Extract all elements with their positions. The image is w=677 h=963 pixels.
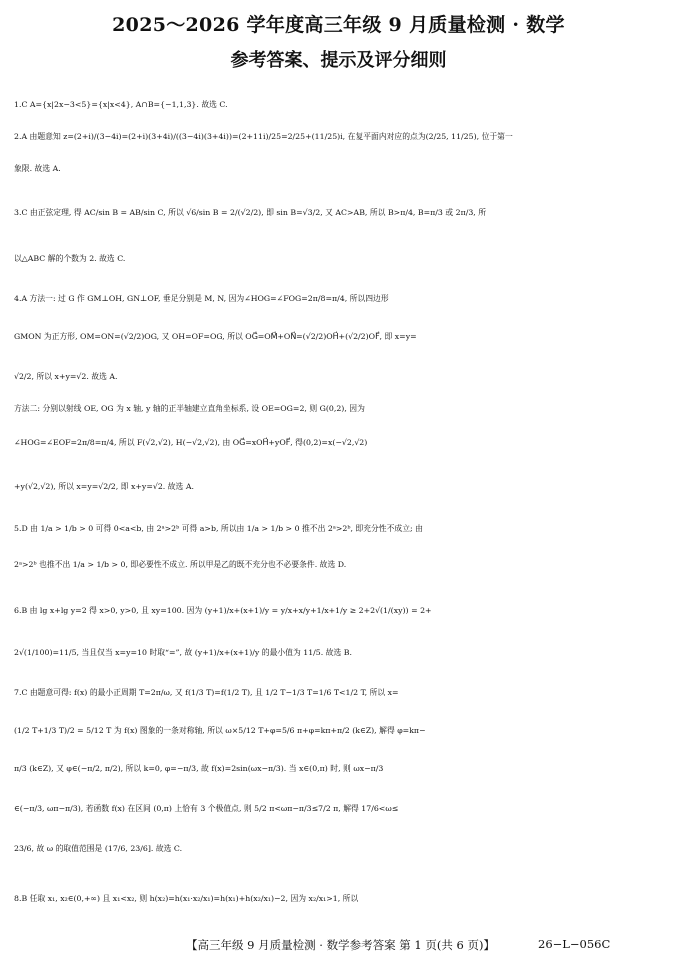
answer-line: 8.B 任取 x₁, x₂∈(0,+∞) 且 x₁<x₂, 则 h(x₂)=h(x₁·x₂/x₁)=h(x₁)+h(x₂/x₁)−2, 因为 x₂/x₁>1, 所以 [14,894,359,903]
answer-line: 23/6, 故 ω 的取值范围是 (17/6, 23/6]. 故选 C. [14,844,183,853]
answer-line: 2ᵃ>2ᵇ 也推不出 1/a > 1/b > 0, 即必要性不成立. 所以甲是乙的既不充分也不必要条件. 故选 D. [14,560,347,569]
answer-line: 7.C 由题意可得: f(x) 的最小正周期 T=2π/ω, 又 f(1/3 T)=f(1/2 T), 且 1/2 T−1/3 T=1/6 T<1/2 T, 所以 x= [14,688,399,697]
answer-line: ∠HOG=∠EOF=2π/8=π/4, 所以 F(√2,√2), H(−√2,√2), 由 OG⃗=xOH⃗+yOF⃗, 得(0,2)=x(−√2,√2) [14,438,368,447]
answer-line: 象限. 故选 A. [14,164,61,173]
answer-line: 4.A 方法一: 过 G 作 GM⊥OH, GN⊥OF, 垂足分别是 M, N, 因为∠HOG=∠FOG=2π/8=π/4, 所以四边形 [14,294,389,303]
answer-line: π/3 (k∈Z), 又 φ∈(−π/2, π/2), 所以 k=0, φ=−π/3, 故 f(x)=2sin(ωx−π/3). 当 x∈(0,π) 时, 则 ωx−π/3 [14,764,384,773]
document-title: 2025～2026 学年度高三年级 9 月质量检测 · 数学 [112,14,565,36]
answer-line: ∈(−π/3, ωπ−π/3), 若函数 f(x) 在区间 (0,π) 上恰有 3 个极值点, 则 5/2 π<ωπ−π/3≤7/2 π, 解得 17/6<ω≤ [14,804,399,813]
answer-line: +y(√2,√2), 所以 x=y=√2/2, 即 x+y=√2. 故选 A. [14,482,194,491]
answer-line: √2/2, 所以 x+y=√2. 故选 A. [14,372,118,381]
footer-page-info: 【高三年级 9 月质量检测 · 数学参考答案 第 1 页(共 6 页)】 [186,938,495,952]
answer-line: 2.A 由题意知 z=(2+i)/(3−4i)=(2+i)(3+4i)/((3−4i)(3+4i))=(2+11i)/25=2/25+(11/25)i, 在复平面内对应的点为(2/25, 11/25), 位于第一 [14,132,513,141]
answer-line: GMON 为正方形, OM=ON=(√2/2)OG, 又 OH=OF=OG, 所以 OG⃗=OM⃗+ON⃗=(√2/2)OH⃗+(√2/2)OF⃗, 即 x=y= [14,332,417,341]
answer-line: 3.C 由正弦定理, 得 AC/sin B = AB/sin C, 所以 √6/sin B = 2/(√2/2), 即 sin B=√3/2, 又 AC>AB, 所以 B>π/4, B=π/3 或 2π/3, 所 [14,208,487,217]
answer-line: 6.B 由 lg x+lg y=2 得 x>0, y>0, 且 xy=100. 因为 (y+1)/x+(x+1)/y = y/x+x/y+1/x+1/y ≥ 2+2√(1/(xy)) = 2+ [14,606,432,615]
answer-line: 5.D 由 1/a > 1/b > 0 可得 0<a<b, 由 2ᵃ>2ᵇ 可得 a>b, 所以由 1/a > 1/b > 0 推不出 2ᵃ>2ᵇ, 即充分性不成立; 由 [14,524,423,533]
document-subtitle: 参考答案、提示及评分细则 [230,50,447,71]
answer-line: 以△ABC 解的个数为 2. 故选 C. [14,254,126,263]
answer-line: 1.C A={x|2x−3<5}={x|x<4}, A∩B={−1,1,3}. 故选 C. [14,100,228,109]
answer-line: 方法二: 分别以射线 OE, OG 为 x 轴, y 轴的正半轴建立直角坐标系, 设 OE=OG=2, 则 G(0,2), 因为 [14,404,365,413]
answer-line: 2√(1/100)=11/5, 当且仅当 x=y=10 时取“=”, 故 (y+1)/x+(x+1)/y 的最小值为 11/5. 故选 B. [14,648,352,657]
answer-line: (1/2 T+1/3 T)/2 = 5/12 T 为 f(x) 图象的一条对称轴, 所以 ω×5/12 T+φ=5/6 π+φ=kπ+π/2 (k∈Z), 解得 φ=kπ− [14,726,426,735]
footer-code: 26−L−056C [538,937,611,951]
